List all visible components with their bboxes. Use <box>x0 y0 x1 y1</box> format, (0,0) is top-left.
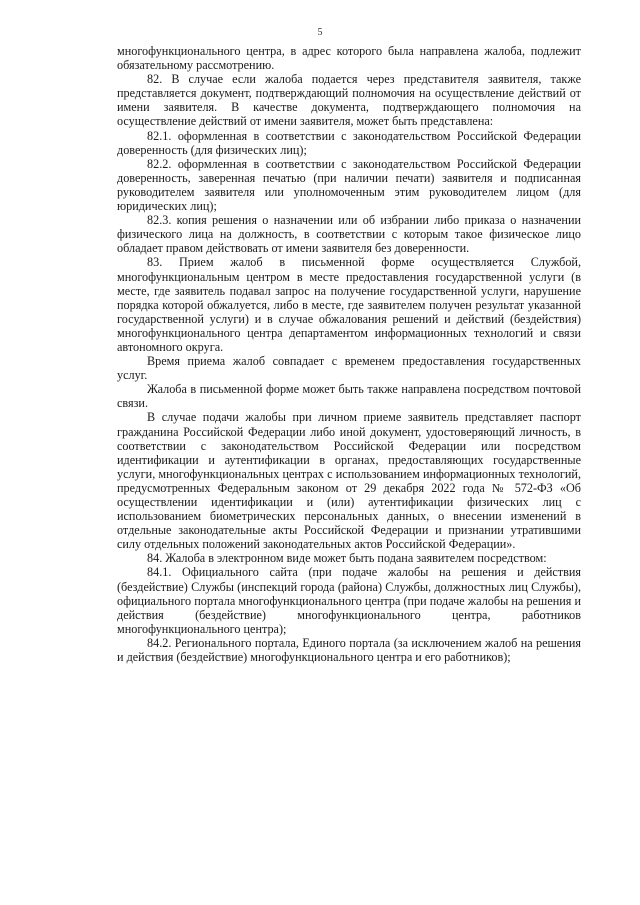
paragraph-reception-time: Время приема жалоб совпадает с временем предоставления государственных услуг. <box>117 354 581 383</box>
paragraph-continuation: многофункционального центра, в адрес которого была направлена жалоба, подлежит обязательному рассмотрению. <box>117 44 581 73</box>
paragraph-82: 82. В случае если жалоба подается через представителя заявителя, также представляется документ, подтверждающий полномочия на осуществление действий от имени заявителя. В качестве документа, подтверждающего полномочия на осуществление действий от имени заявителя, может быть представлена: <box>117 72 581 129</box>
paragraph-83: 83. Прием жалоб в письменной форме осуществляется Службой, многофункциональным центром в месте предоставления государственной услуги (в месте, где заявитель подавал запрос на получение государственной услуги, нарушение порядка которой обжалуется, либо в месте, где заявителем получен результат указанной государственной услуги) и в случае обжалования решений и действий (бездействия) многофункционального центра департаментом информационных технологий и связи автономного округа. <box>117 255 581 354</box>
paragraph-82-1: 82.1. оформленная в соответствии с законодательством Российской Федерации доверенность (для физических лиц); <box>117 128 581 157</box>
paragraph-82-3: 82.3. копия решения о назначении или об избрании либо приказа о назначении физического лица на должность, в соответствии с которым такое физическое лицо обладает правом действовать от имени заявителя без доверенности. <box>117 213 581 256</box>
paragraph-84: 84. Жалоба в электронном виде может быть подана заявителем посредством: <box>147 551 547 566</box>
paragraph-82-2: 82.2. оформленная в соответствии с законодательством Российской Федерации доверенность, заверенная печатью (при наличии печати) заявителя и подписанная руководителем заявителя или уполномоченным этим руководителем лицом (для юридических лиц); <box>117 156 581 214</box>
paragraph-personal-reception: В случае подачи жалобы при личном приеме заявитель представляет паспорт гражданина Российской Федерации либо иной документ, удостоверяющий личность, в соответствии с законодательством Российской Федерации или посредством идентификации и аутентификации в органах, предоставляющих государственные услуги, многофункциональных центрах с использованием информационных технологий, предусмотренных Федеральным законом от 29 декабря 2022 года № 572-ФЗ «Об осуществлении идентификации и (или) аутентификации физических лиц с использованием биометрических персональных данных, о внесении изменений в отдельные законодательные акты Российской Федерации и признании утратившими силу отдельных положений законодательных актов Российской Федерации». <box>117 410 581 552</box>
paragraph-84-2: 84.2. Регионального портала, Единого портала (за исключением жалоб на решения и действия (бездействие) многофункционального центра и его работников); <box>117 635 581 665</box>
paragraph-84-1: 84.1. Официального сайта (при подаче жалобы на решения и действия (бездействие) Службы (инспекций города (района) Службы, должностных лиц Службы), официального портала многофункционального центра (при подаче жалобы на решения и действия (бездействие) многофункционального центра, работников многофункционального центра); <box>117 565 581 636</box>
document-body <box>117 44 581 664</box>
paragraph-postal: Жалоба в письменной форме может быть также направлена посредством почтовой связи. <box>117 382 581 411</box>
page-number: 5 <box>317 27 323 38</box>
